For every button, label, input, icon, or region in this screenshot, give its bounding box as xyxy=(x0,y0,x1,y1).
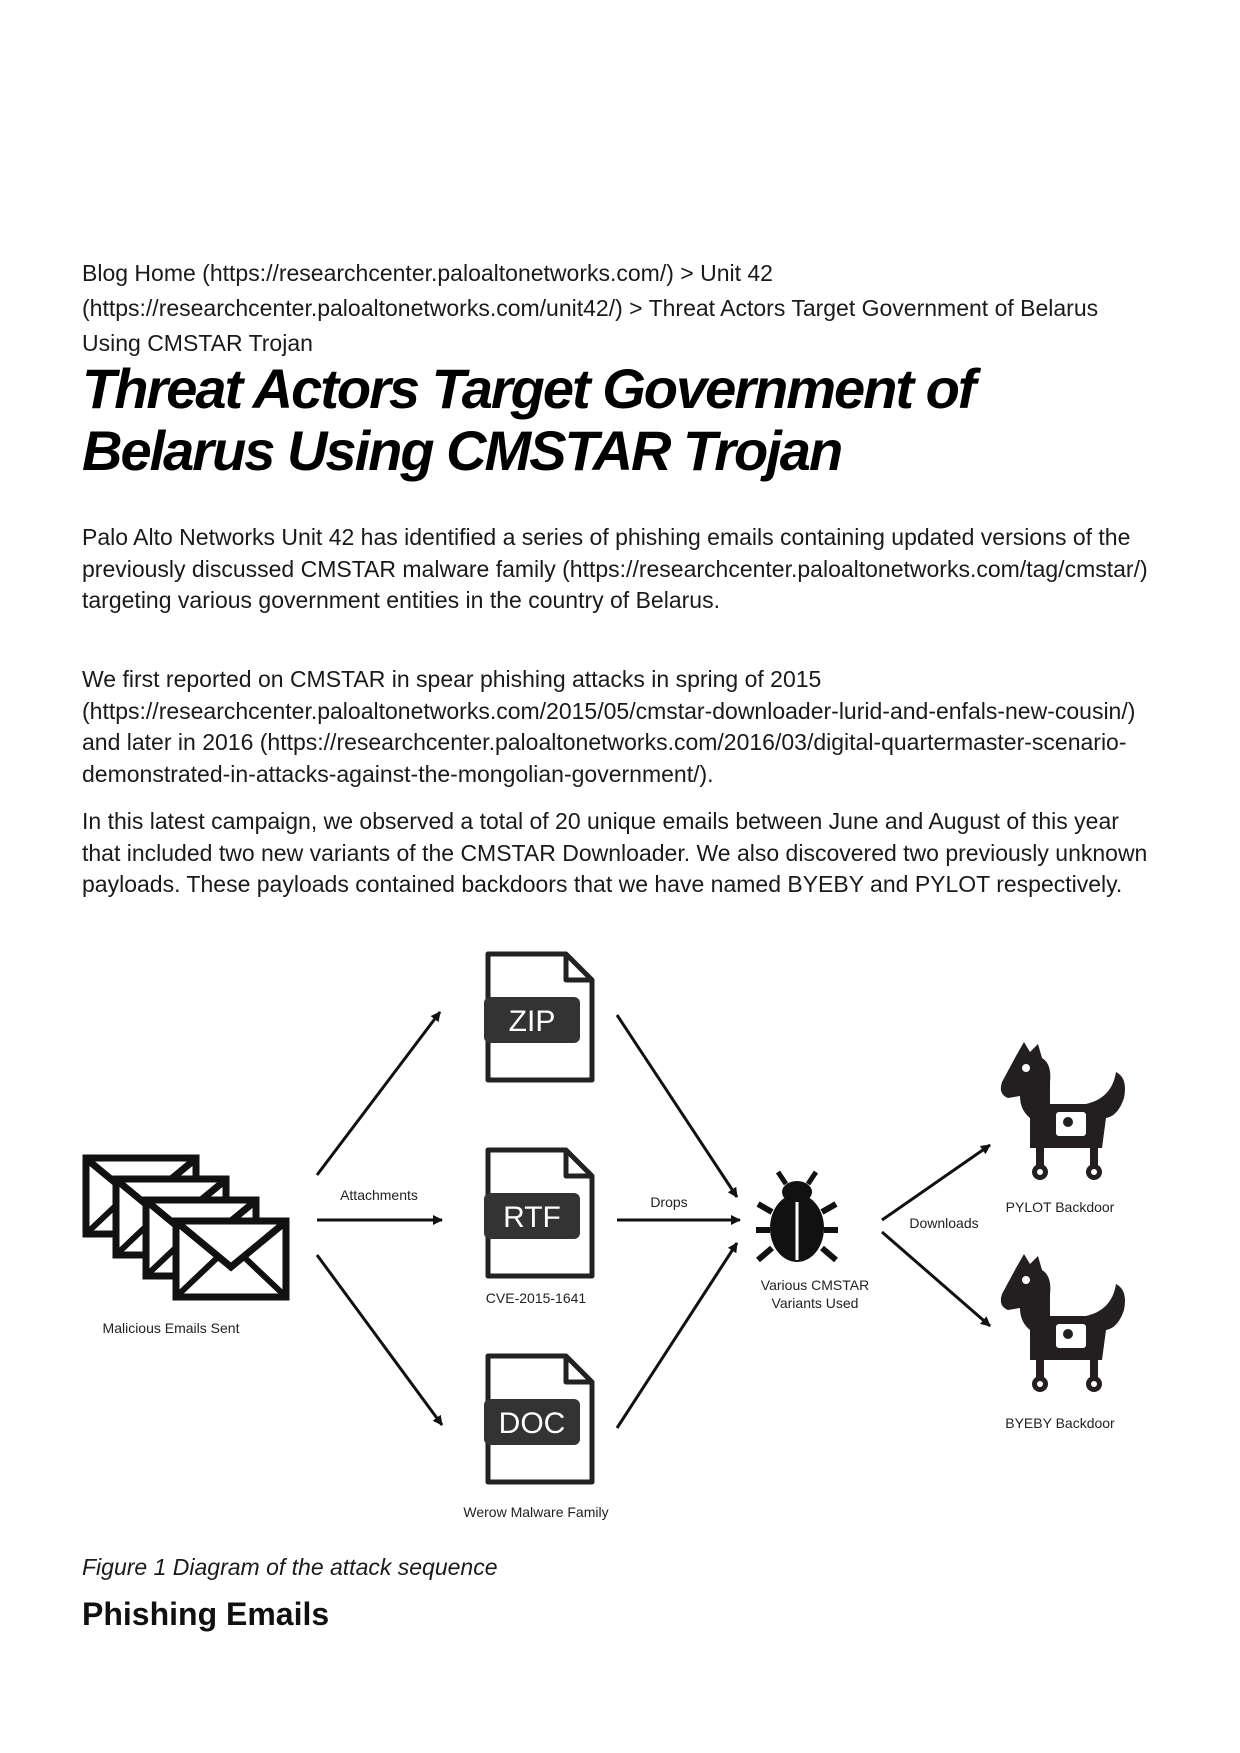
trojan-horse-icon xyxy=(1001,1042,1125,1180)
attachments-label: Attachments xyxy=(340,1187,418,1203)
cmstar-label-line1: Various CMSTAR xyxy=(760,1277,870,1293)
page-title: Threat Actors Target Government of Belarus Using CMSTAR Trojan xyxy=(82,357,975,482)
zip-file-icon xyxy=(484,954,592,1080)
intro-paragraph: Palo Alto Networks Unit 42 has identified a series of phishing emails containing updated versions of the previously discussed CMSTAR malware family (https://researchcenter.paloaltonetworks.com/tag/cmstar/) targeting various government entities in the country of Belarus. xyxy=(82,524,1148,613)
section-heading: Phishing Emails xyxy=(82,1596,330,1632)
campaign-paragraph: In this latest campaign, we observed a total of 20 unique emails between June and August of this year that included two new variants of the CMSTAR Downloader. We also discovered two previously unknown payloads. These payloads contained backdoors that we have named BYEBY and PYLOT respectively. xyxy=(82,808,1148,897)
byeby-label: BYEBY Backdoor xyxy=(1005,1415,1115,1431)
zip-label: ZIP xyxy=(508,1005,556,1038)
arrow-to-byeby xyxy=(882,1232,990,1326)
doc-file-icon xyxy=(484,1356,592,1482)
envelope-stack-icon xyxy=(86,1158,286,1297)
history-paragraph: We first reported on CMSTAR in spear phishing attacks in spring of 2015 (https://researchcenter.paloaltonetworks.com/2015/05/cmstar-downloader-lurid-and-enfals-new-cousin/) and later in 2016 (https://researchcenter.paloaltonetworks.com/2016/03/digital-quartermaster-scenario-demonstrated-in-attacks-against-the-mongolian-government/). xyxy=(82,666,1136,787)
rtf-file-icon xyxy=(484,1150,592,1276)
arrow-zip-to-cmstar xyxy=(617,1015,737,1197)
breadcrumb[interactable]: Blog Home (https://researchcenter.paloaltonetworks.com/) > Unit 42 (https://researchcenter.paloaltonetworks.com/unit42/) > Threat Actors Target Government of Belarus Using CMSTAR Trojan xyxy=(82,260,1099,356)
arrow-to-zip xyxy=(317,1012,440,1175)
doc-label: DOC xyxy=(498,1407,566,1440)
attack-sequence-diagram xyxy=(82,950,1162,1540)
bug-icon xyxy=(756,1172,838,1262)
rtf-label: RTF xyxy=(503,1201,561,1234)
arrow-to-doc xyxy=(317,1255,442,1425)
arrow-to-pylot xyxy=(882,1145,990,1220)
arrow-doc-to-cmstar xyxy=(617,1243,737,1428)
pylot-label: PYLOT Backdoor xyxy=(1005,1199,1115,1215)
drops-label: Drops xyxy=(650,1194,688,1210)
rtf-caption: CVE-2015-1641 xyxy=(485,1290,587,1306)
emails-label: Malicious Emails Sent xyxy=(102,1320,240,1336)
downloads-label: Downloads xyxy=(909,1215,979,1231)
trojan-horse-icon xyxy=(1001,1254,1125,1392)
doc-caption: Werow Malware Family xyxy=(463,1504,609,1520)
cmstar-label-line2: Variants Used xyxy=(771,1295,859,1311)
figure-caption: Figure 1 Diagram of the attack sequence xyxy=(82,1554,498,1580)
